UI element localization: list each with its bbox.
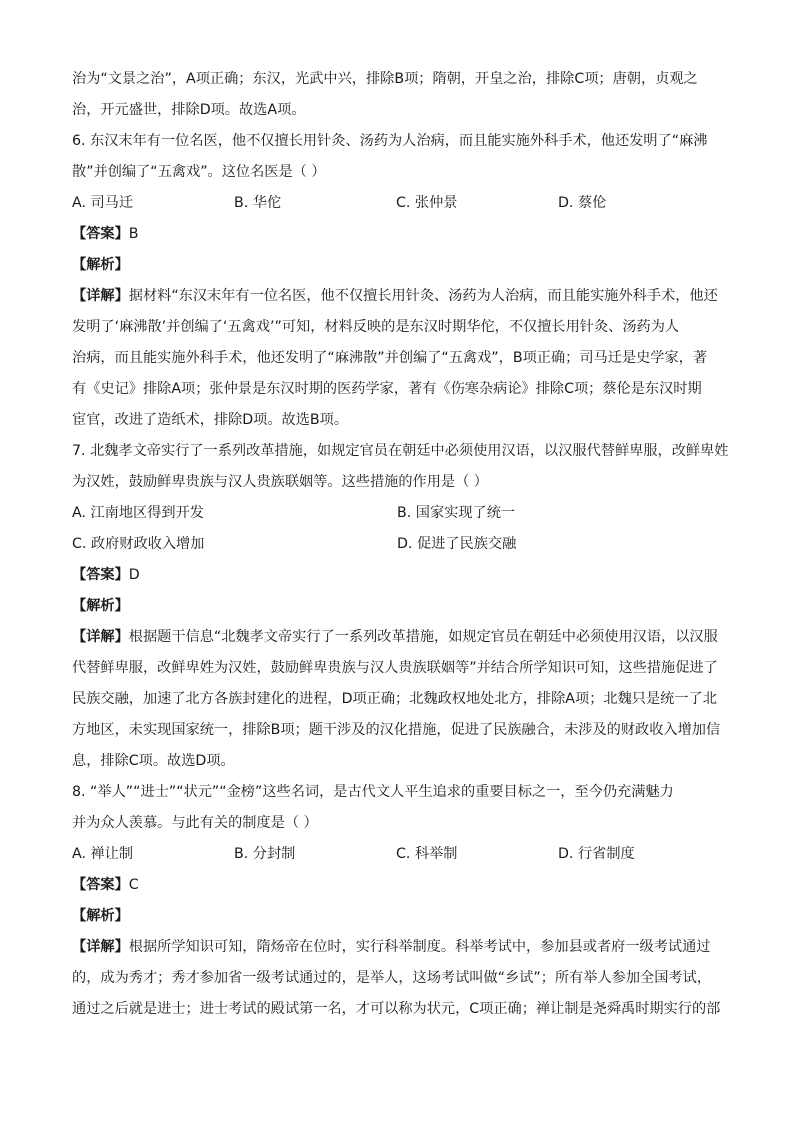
detail-text: 根据题干信息“北魏孝文帝实行了一系列改革措施，如规定官员在朝廷中必须使用汉语，以汉服: [128, 629, 718, 645]
detail-line: 民族交融，加速了北方各族封建化的进程，D项正确；北魏政权地处北方，排除A项；北魏只是统一了北: [72, 691, 717, 707]
detail-line: 有《史记》排除A项；张仲景是东汉时期的医药学家，著有《伤寒杂病论》排除C项；蔡伦是东汉时期: [72, 381, 702, 397]
analysis-line: [72, 250, 722, 281]
prev-text-line: 治为“文景之治”，A项正确；东汉，光武中兴，排除B项；隋朝，开皇之治，排除C项；唐朝，贞观之: [72, 71, 698, 87]
detail-text: 根据所学知识可知，隋炀帝在位时，实行科举制度。科举考试中，参加县或者府一级考试通过: [128, 939, 711, 955]
analysis-line: [72, 901, 722, 932]
question-stem: 7. 北魏孝文帝实行了一系列改革措施，如规定官员在朝廷中必须使用汉语，以汉服代替鲜卑服，改鲜卑姓: [72, 443, 729, 459]
detail-tag: 【详解】: [72, 939, 129, 955]
answer-line: [72, 560, 722, 591]
detail-line: 发明了‘麻沸散’并创编了‘五禽戏’”可知，材料反映的是东汉时期华佗，不仅擅长用针灸、汤药为人: [72, 319, 680, 335]
analysis-tag: 【解析】: [72, 598, 129, 614]
detail-line: 的，成为秀才；秀才参加省一级考试通过的，是举人，这场考试叫做“乡试”；所有举人参加全国考试，: [72, 970, 711, 986]
option-c: C. 政府财政收入增加: [72, 536, 205, 552]
prev-text-line: 治，开元盛世，排除D项。故选A项。: [72, 102, 306, 118]
options-row: [72, 839, 722, 870]
option-a: A. 江南地区得到开发: [72, 505, 204, 521]
detail-line: 方地区，未实现国家统一，排除B项；题干涉及的汉化措施，促进了民族融合，未涉及的财政收入增加信: [72, 722, 721, 738]
detail-line: [72, 281, 722, 312]
answer-tag: 【答案】: [72, 226, 129, 242]
option-a: A. 司马迁: [72, 195, 134, 211]
detail-tag: 【详解】: [72, 288, 129, 304]
answer-tag: 【答案】: [72, 877, 129, 893]
option-d: D. 蔡伦: [558, 195, 607, 211]
analysis-tag: 【解析】: [72, 908, 129, 924]
analysis-tag: 【解析】: [72, 257, 129, 273]
detail-tag: 【详解】: [72, 629, 129, 645]
option-d: D. 行省制度: [558, 846, 635, 862]
document-page: [72, 64, 729, 1025]
option-c: C. 科举制: [396, 846, 458, 862]
question-stem: 8. “举人”“进士”“状元”“金榜”这些名词，是古代文人平生追求的重要目标之一，至今仍充满魅力: [72, 784, 674, 800]
answer-tag: 【答案】: [72, 567, 129, 583]
analysis-line: [72, 591, 722, 622]
option-a: A. 禅让制: [72, 846, 134, 862]
answer-value: B: [128, 226, 139, 242]
detail-text: 据材料“东汉末年有一位名医，他不仅擅长用针灸、汤药为人治病，而且能实施外科手术，他还: [128, 288, 718, 304]
option-d: D. 促进了民族交融: [397, 536, 517, 552]
option-b: B. 分封制: [234, 846, 296, 862]
options-row: [72, 529, 722, 560]
answer-line: [72, 870, 722, 901]
option-c: C. 张仲景: [396, 195, 458, 211]
detail-line: 代替鲜卑服，改鲜卑姓为汉姓，鼓励鲜卑贵族与汉人贵族联姻等”并结合所学知识可知，这些措施促进了: [72, 660, 718, 676]
detail-line: 宦官，改进了造纸术，排除D项。故选B项。: [72, 412, 349, 428]
option-b: B. 华佗: [234, 195, 282, 211]
question-stem: 并为众人羡慕。与此有关的制度是（ ）: [72, 815, 318, 831]
options-row: [72, 498, 722, 529]
detail-line: 息，排除C项。故选D项。: [72, 753, 235, 769]
detail-line: [72, 622, 722, 653]
question-stem: 为汉姓，鼓励鲜卑贵族与汉人贵族联姻等。这些措施的作用是（ ）: [72, 474, 488, 490]
option-b: B. 国家实现了统一: [397, 505, 516, 521]
options-row: [72, 188, 722, 219]
question-stem: 散”并创编了“五禽戏”。这位名医是（ ）: [72, 164, 326, 180]
answer-value: C: [128, 877, 139, 893]
answer-line: [72, 219, 722, 250]
answer-value: D: [128, 567, 140, 583]
detail-line: 通过之后就是进士；进士考试的殿试第一名，才可以称为状元，C项正确；禅让制是尧舜禹时期实行的部: [72, 1001, 721, 1017]
question-stem: 6. 东汉末年有一位名医，他不仅擅长用针灸、汤药为人治病，而且能实施外科手术，他还发明了“麻沸: [72, 133, 708, 149]
detail-line: [72, 932, 722, 963]
detail-line: 治病，而且能实施外科手术，他还发明了“麻沸散”并创编了“五禽戏”，B项正确；司马迁是史学家，著: [72, 350, 708, 366]
